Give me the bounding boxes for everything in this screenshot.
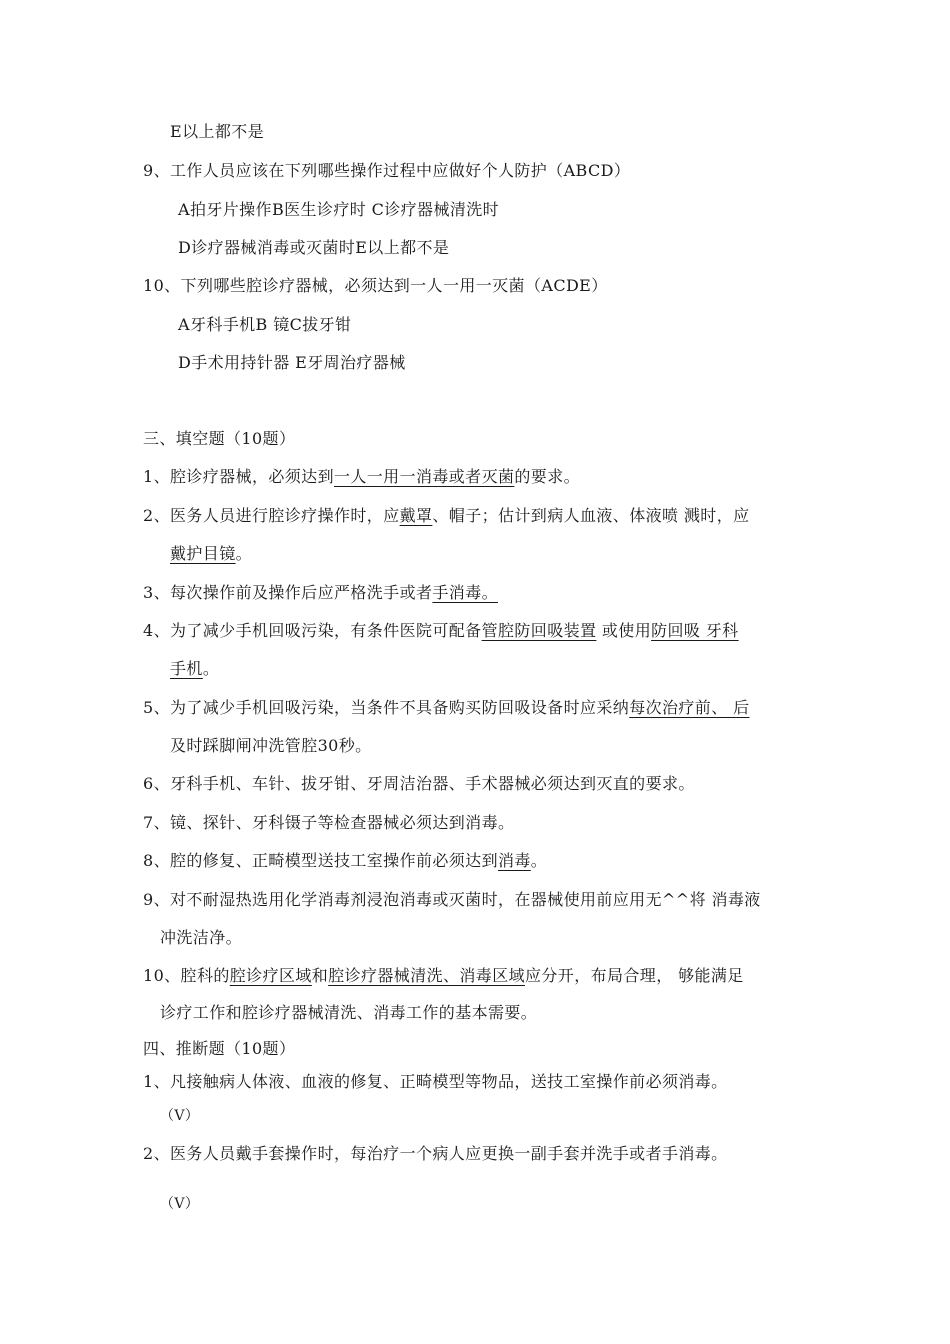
fill-q8-answer: 消毒 — [497, 851, 531, 870]
judge-heading: 四、推断题（10题） — [143, 1039, 296, 1058]
fill-q2-answer-2: 戴护目镜 — [170, 544, 236, 563]
fill-question-9-cont: 冲洗洁净。 — [160, 928, 243, 947]
fill-q4-answer-2: 防回吸 牙科 — [651, 621, 739, 640]
fill-q4-answer-1: 管腔防回吸装置 — [481, 621, 597, 640]
judge-question-2: 2、医务人员戴手套操作时，每治疗一个病人应更换一副手套并洗手或者手消毒。 — [143, 1144, 728, 1163]
fill-q2-text: 2、医务人员进行腔诊疗操作时，应 — [143, 506, 400, 525]
fill-q5-answer: 每次治疗前、 后 — [629, 698, 750, 717]
fill-q5-text: 5、为了减少手机回吸污染，当条件不具备购买防回吸设备时应采纳 — [143, 698, 630, 717]
mc-question-10: 10、下列哪些腔诊疗器械，必须达到一人一用一灭菌（ACDE） — [143, 276, 608, 295]
fill-q10-answer-1: 腔诊疗区域 — [229, 966, 312, 985]
fill-question-2 — [143, 504, 750, 528]
judge-question-1: 1、凡接触病人体液、血液的修复、正畸模型等物品，送技工室操作前必须消毒。 — [143, 1072, 728, 1091]
fill-question-4 — [143, 619, 739, 643]
fill-q3-text: 3、每次操作前及操作后应严格洗手或者 — [143, 583, 433, 602]
q8-option-e: E以上都不是 — [170, 122, 265, 141]
fill-q1-answer: 一人一用一消毒或者灭菌 — [333, 467, 515, 486]
fill-q10-text: 10、腔科的 — [143, 966, 230, 985]
fill-question-8 — [143, 849, 547, 873]
fill-question-9: 9、对不耐湿热选用化学消毒剂浸泡消毒或灭菌时，在器械使用前应用无^^将 消毒液 — [143, 890, 761, 909]
fill-q10-mid: 和 — [311, 966, 329, 985]
fill-q4-text: 4、为了减少手机回吸污染，有条件医院可配备 — [143, 621, 482, 640]
fill-q4-answer-2-cont: 手机 — [170, 659, 203, 678]
fill-blank-heading: 三、填空题（10题） — [143, 429, 296, 448]
fill-q2-tail: 。 — [235, 544, 253, 563]
fill-q8-text: 8、腔的修复、正畸模型送技工室操作前必须达到 — [143, 851, 498, 870]
fill-question-5 — [143, 696, 749, 720]
fill-question-7: 7、镜、探针、牙科镊子等检查器械必须达到消毒。 — [143, 813, 515, 832]
fill-q8-tail: 。 — [530, 851, 548, 870]
fill-question-10 — [143, 964, 744, 988]
fill-question-6: 6、牙科手机、车针、拔牙钳、牙周洁治器、手术器械必须达到灭直的要求。 — [143, 774, 695, 793]
fill-q2-answer-1: 戴罩 — [399, 506, 433, 525]
mc-question-9: 9、工作人员应该在下列哪些操作过程中应做好个人防护（ABCD） — [143, 161, 631, 180]
fill-question-4-cont — [170, 657, 219, 681]
fill-q1-text: 1、腔诊疗器械，必须达到 — [143, 467, 334, 486]
fill-q10-answer-2: 腔诊疗器械清洗、消毒区域 — [328, 966, 525, 985]
mc-question-10-options-line2: D手术用持针器 E牙周治疗器械 — [178, 353, 406, 372]
mc-question-9-options-line1: A拍牙片操作B医生诊疗时 C诊疗器械清洗时 — [178, 200, 500, 219]
fill-question-5-cont: 及时踩脚闸冲洗管腔30秒。 — [170, 736, 372, 755]
fill-question-2-cont — [170, 542, 252, 566]
fill-q10-tail: 应分开，布局合理， 够能满足 — [525, 966, 744, 985]
fill-q2-mid: 、帽子；估计到病人血液、体液喷 溅时，应 — [432, 506, 750, 525]
judge-question-2-answer: （V） — [160, 1196, 200, 1212]
fill-question-3 — [143, 581, 498, 605]
fill-q1-tail: 的要求。 — [514, 467, 580, 486]
fill-q3-answer: 手消毒。 — [432, 583, 498, 602]
judge-question-1-answer: （V） — [160, 1108, 200, 1124]
mc-question-9-options-line2: D诊疗器械消毒或灭菌时E以上都不是 — [178, 238, 450, 257]
fill-question-1 — [143, 465, 580, 489]
fill-q4-mid: 或使用 — [596, 621, 652, 640]
fill-q4-tail: 。 — [202, 659, 220, 678]
mc-question-10-options-line1: A牙科手机B 镜C拔牙钳 — [178, 315, 352, 334]
fill-question-10-cont: 诊疗工作和腔诊疗器械清洗、消毒工作的基本需要。 — [160, 1003, 538, 1022]
